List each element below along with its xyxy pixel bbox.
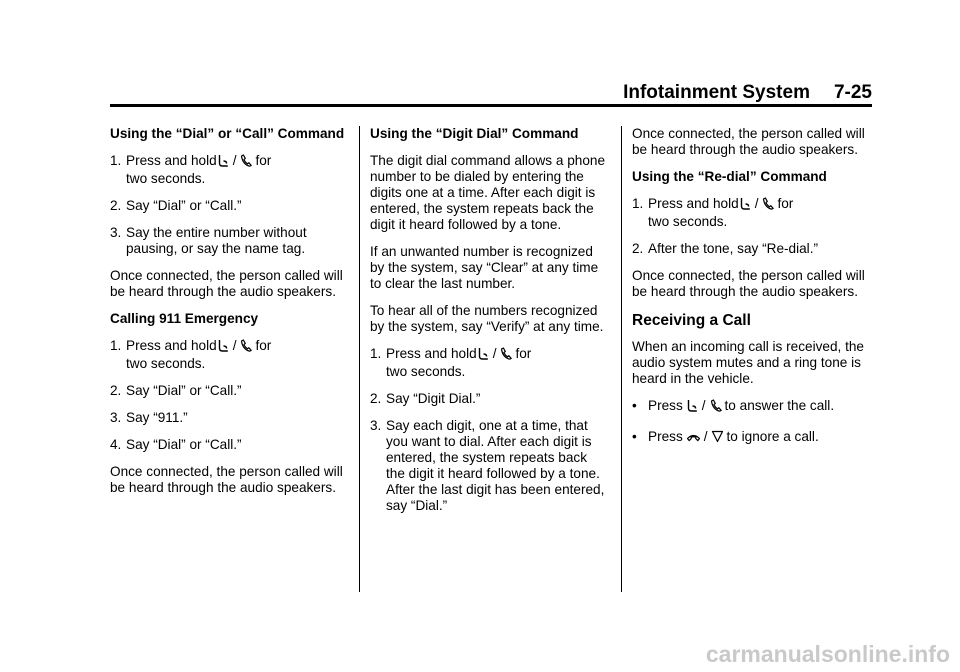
page-header (110, 81, 872, 105)
list-item: 2. Say “Dial” or “Call.” (110, 383, 242, 398)
push-to-talk-icon (217, 154, 230, 171)
push-to-talk-icon (217, 339, 230, 356)
list-item: 1. Press and hold / for two seconds. (110, 338, 272, 371)
header-rule (110, 104, 872, 107)
push-to-talk-icon (477, 347, 490, 364)
list-item: 3. Say the entire number without pausing, or say the name tag. (110, 225, 307, 256)
paragraph: Once connected, the person called will be heard through the audio speakers. (632, 268, 865, 299)
page-number: 7-25 (833, 82, 872, 103)
list-item: 2. Say “Dial” or “Call.” (110, 198, 242, 213)
push-to-talk-icon (686, 399, 699, 416)
paragraph: Once connected, the person called will be heard through the audio speakers. (632, 126, 865, 157)
phone-icon (761, 197, 774, 214)
paragraph: To hear all of the numbers recognized by the system, say “Verify” at any time. (370, 303, 604, 334)
column-divider-2 (621, 126, 622, 592)
phone-icon (709, 399, 722, 416)
phone-icon (239, 154, 252, 171)
paragraph: If an unwanted number is recognized by the system, say “Clear” at any time to clear the last number. (370, 244, 599, 291)
list-item: 1. Press and hold / for two seconds. (632, 196, 794, 229)
column-2 (370, 126, 606, 525)
paragraph: When an incoming call is received, the audio system mutes and a ring tone is heard in the vehicle. (632, 339, 864, 386)
phone-icon (499, 347, 512, 364)
section-title: Infotainment System (623, 82, 810, 103)
paragraph: Once connected, the person called will be heard through the audio speakers. (110, 268, 343, 299)
mute-triangle-icon (711, 430, 724, 447)
heading-digit-dial: Using the “Digit Dial” Command (370, 126, 579, 141)
list-item: 3. Say “911.” (110, 410, 188, 425)
watermark: carmanualsonline.info (705, 641, 950, 667)
push-to-talk-icon (739, 197, 752, 214)
list-item: 1. Press and hold / for two seconds. (370, 346, 532, 379)
column-divider-1 (359, 126, 360, 592)
bullet-item: • Press / to answer the call. (632, 398, 868, 416)
paragraph: The digit dial command allows a phone number to be dialed by entering the digits one at a time. After each digit is entered, the system repeats back the digit it heard followed by a tone. (370, 153, 606, 232)
list-item: 1. Press and hold / for two seconds. (110, 153, 272, 186)
list-item: 2. Say “Digit Dial.” (370, 391, 481, 406)
heading-redial: Using the “Re-dial” Command (632, 169, 827, 184)
heading-dial-call: Using the “Dial” or “Call” Command (110, 126, 345, 141)
list-item: 2. After the tone, say “Re-dial.” (632, 241, 818, 256)
column-1 (110, 126, 346, 507)
list-item: 4. Say “Dial” or “Call.” (110, 437, 242, 452)
end-call-icon (686, 430, 701, 447)
bullet-item: • Press / to ignore a call. (632, 429, 868, 447)
heading-911: Calling 911 Emergency (110, 311, 259, 326)
phone-icon (239, 339, 252, 356)
heading-receiving-call: Receiving a Call (632, 312, 751, 329)
column-3 (632, 126, 868, 460)
paragraph: Once connected, the person called will be heard through the audio speakers. (110, 464, 343, 495)
list-item: 3. Say each digit, one at a time, that you want to dial. After each digit is entered, the system repeats back the digit it heard followed by a tone. After the last digit has been entered, say “Dial.” (370, 418, 605, 513)
